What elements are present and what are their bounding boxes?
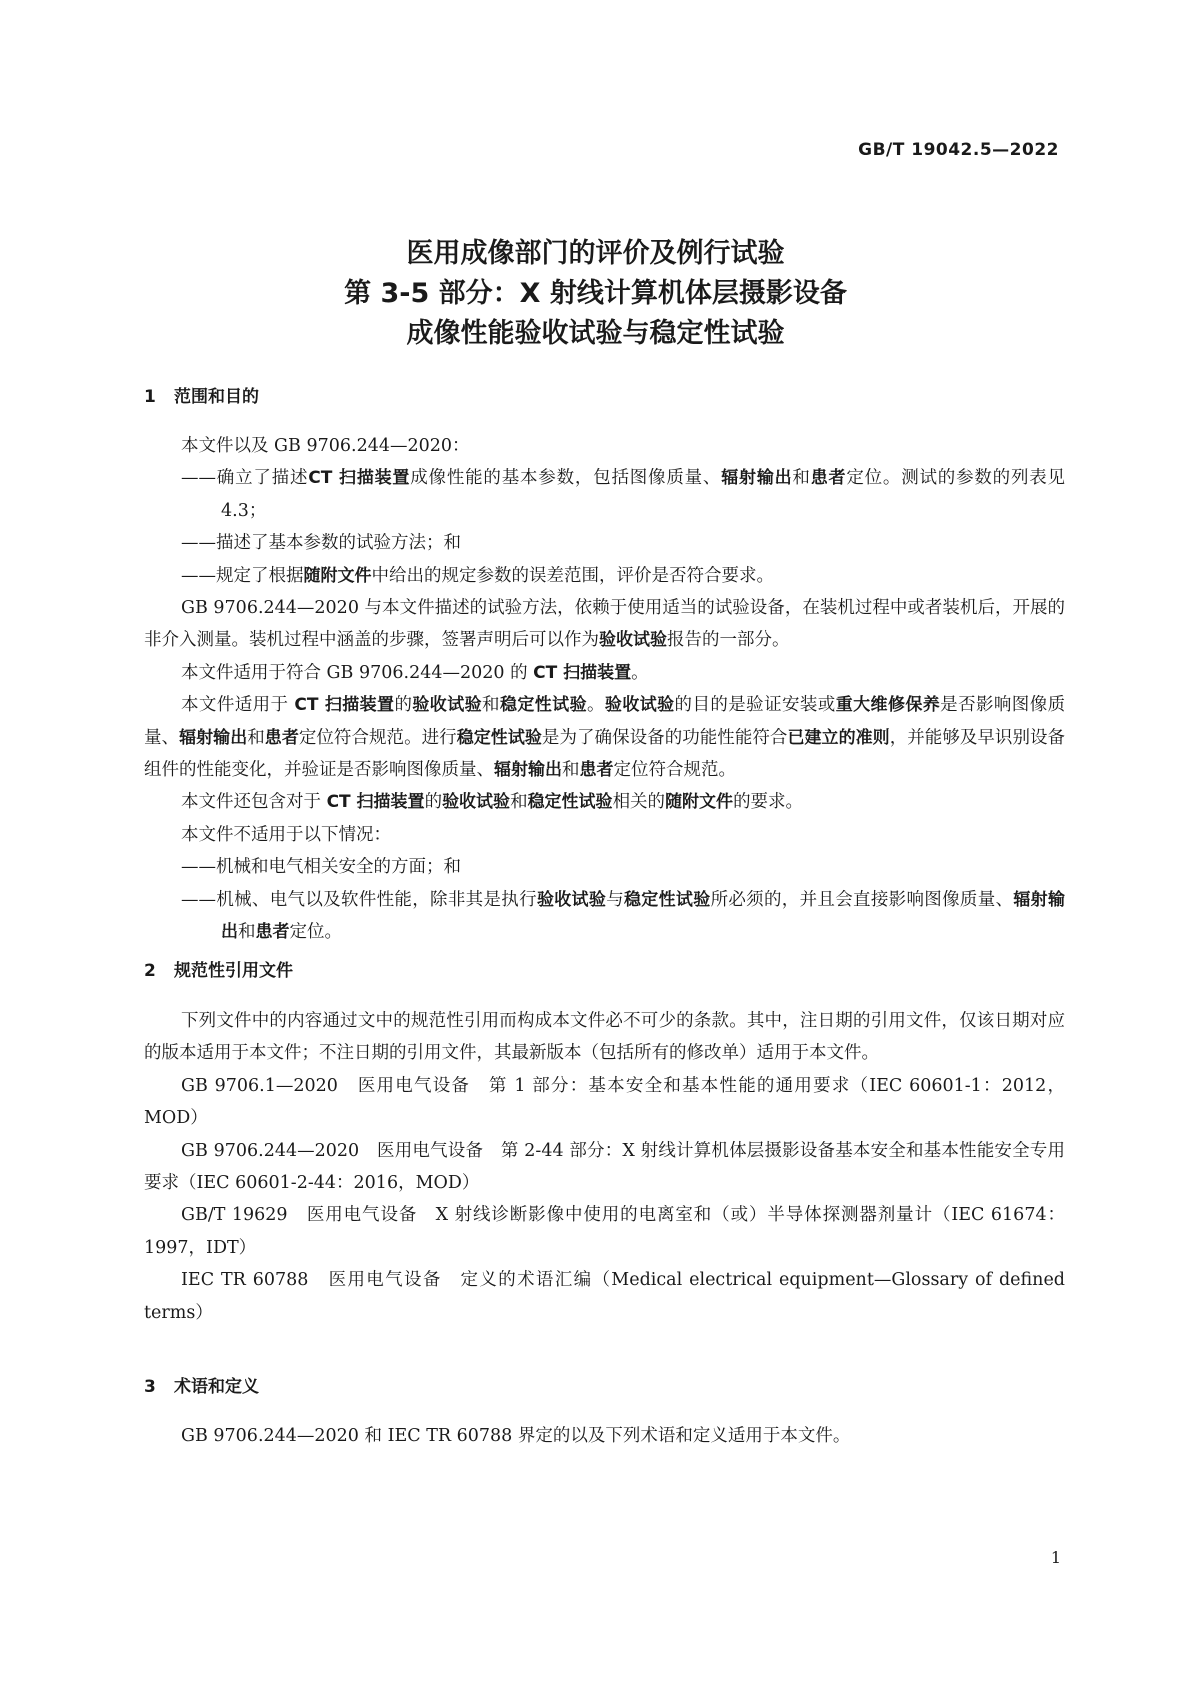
section-3-heading — [144, 1372, 259, 1397]
list-item: ——机械和电气相关安全的方面；和 — [181, 857, 461, 878]
standard-code: GB/T 19042.5—2022 — [858, 140, 1059, 160]
list-item: ——机械、电气以及软件性能，除非其是执行验收试验与稳定性试验所必须的，并且会直接影响图像质量、辐射输出和患者定位。 — [181, 889, 1065, 943]
section-1-heading — [144, 382, 259, 407]
section-title: 术语和定义 — [174, 1377, 259, 1397]
paragraph: GB 9706.244—2020 和 IEC TR 60788 界定的以及下列术语和定义适用于本文件。 — [181, 1426, 851, 1446]
section-number: 3 — [144, 1377, 156, 1397]
section-3-body — [144, 1420, 1065, 1452]
reference-item: GB/T 19629 医用电气设备 X 射线诊断影像中使用的电离室和（或）半导体探测器剂量计（IEC 61674：1997，IDT） — [144, 1205, 1065, 1258]
reference-item: IEC TR 60788 医用电气设备 定义的术语汇编（Medical electrical equipment—Glossary of defined terms） — [144, 1270, 1065, 1323]
list-item: ——确立了描述CT 扫描装置成像性能的基本参数，包括图像质量、辐射输出和患者定位。测试的参数的列表见 4.3； — [181, 468, 1066, 521]
paragraph: 本文件适用于符合 GB 9706.244—2020 的 CT 扫描装置。 — [181, 662, 649, 683]
reference-item: GB 9706.244—2020 医用电气设备 第 2-44 部分：X 射线计算机体层摄影设备基本安全和基本性能安全专用要求（IEC 60601-2-44：2016，MOD） — [144, 1140, 1065, 1194]
section-title: 范围和目的 — [174, 387, 259, 407]
section-2-body — [144, 1005, 1065, 1329]
title-line-2: 第 3-5 部分：X 射线计算机体层摄影设备 — [344, 278, 847, 309]
title-line-1: 医用成像部门的评价及例行试验 — [406, 238, 785, 269]
paragraph: 本文件适用于 CT 扫描装置的验收试验和稳定性试验。验收试验的目的是验证安装或重大维修保养是否影响图像质量、辐射输出和患者定位符合规范。进行稳定性试验是为了确保设备的功能性能符合已建立的准则，并能够及早识别设备组件的性能变化，并验证是否影响图像质量、辐射输出和患者定位符合规范。 — [144, 695, 1066, 781]
paragraph: 本文件不适用于以下情况： — [181, 824, 391, 845]
section-title: 规范性引用文件 — [174, 961, 293, 981]
section-number: 1 — [144, 387, 156, 407]
reference-item: GB 9706.1—2020 医用电气设备 第 1 部分：基本安全和基本性能的通用要求（IEC 60601-1：2012，MOD） — [144, 1075, 1065, 1129]
paragraph: GB 9706.244—2020 与本文件描述的试验方法，依赖于使用适当的试验设备，在装机过程中或者装机后，开展的非介入测量。装机过程中涵盖的步骤，签署声明后可以作为验收试验报告的一部分。 — [144, 598, 1065, 651]
section-1-body — [144, 430, 1065, 949]
paragraph: 下列文件中的内容通过文中的规范性引用而构成本文件必不可少的条款。其中，注日期的引用文件，仅该日期对应的版本适用于本文件；不注日期的引用文件，其最新版本（包括所有的修改单）适用于本文件。 — [144, 1011, 1065, 1064]
list-item: ——规定了根据随附文件中给出的规定参数的误差范围，评价是否符合要求。 — [181, 565, 774, 586]
page-number: 1 — [1050, 1548, 1061, 1567]
section-2-heading — [144, 956, 293, 981]
list-item: ——描述了基本参数的试验方法；和 — [181, 533, 461, 554]
paragraph: 本文件以及 GB 9706.244—2020： — [181, 436, 470, 456]
paragraph: 本文件还包含对于 CT 扫描装置的验收试验和稳定性试验相关的随附文件的要求。 — [181, 792, 804, 813]
document-title — [0, 234, 1191, 354]
title-line-3: 成像性能验收试验与稳定性试验 — [406, 318, 785, 349]
section-number: 2 — [144, 961, 156, 981]
